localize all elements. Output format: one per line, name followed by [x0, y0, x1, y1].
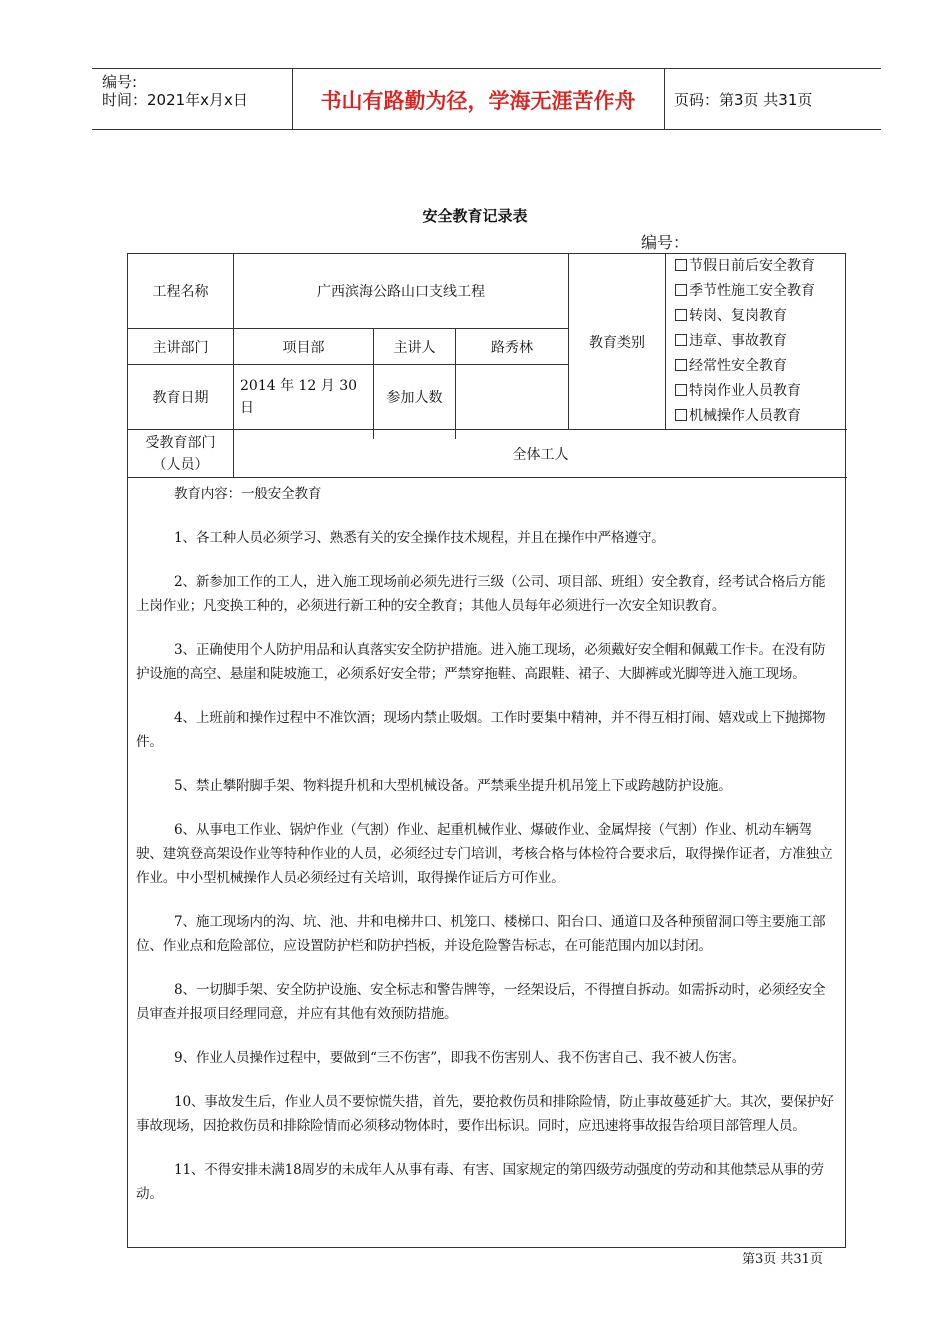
header-meta-cell: [92, 69, 293, 129]
checkbox-icon[interactable]: [675, 359, 687, 371]
project-name-label: 工程名称: [152, 284, 209, 300]
attendees-label: 参加人数: [386, 390, 443, 406]
education-record-table: [127, 253, 846, 1248]
date-value: 2014 年 12 月 30 日: [240, 378, 358, 416]
header-page-cell: [664, 69, 881, 129]
recipient-value: 全体工人: [512, 446, 569, 463]
page-footer: 第3页 共31页: [742, 1252, 823, 1267]
document-title: 安全教育记录表: [422, 207, 528, 225]
category-label: 特岗作业人员教育: [689, 383, 801, 399]
speaker-label: 主讲人: [393, 339, 436, 356]
content-item: 8、一切脚手架、安全防护设施、安全标志和警告牌等，一经架设后，不得擅自拆动。如需拆动时，必须经安全员审查并报项目经理同意，并应有其他有效预防措施。: [136, 982, 826, 1022]
category-item[interactable]: [675, 254, 815, 279]
date-label: 教育日期: [152, 390, 209, 406]
content-item: 6、从事电工作业、锅炉作业（气割）作业、起重机械作业、爆破作业、金属焊接（气割）作业、机动车辆驾驶、建筑登高架设作业等特种作业的人员，必须经过专门培训，考核合格与体检符合要求后，取得操作证者，方准独立作业。中小型机械操作人员必须经过有关培训，取得操作证后方可作业。: [136, 822, 833, 886]
checkbox-icon[interactable]: [675, 334, 687, 346]
category-item[interactable]: [675, 279, 815, 304]
content-item: 5、禁止攀附脚手架、物料提升机和大型机械设备。严禁乘坐提升机吊笼上下或跨越防护设施。: [174, 778, 732, 794]
education-content: [136, 482, 837, 1206]
project-name-value: 广西滨海公路山口支线工程: [317, 284, 485, 300]
header-time-label: 时间：2021年x月x日: [102, 91, 248, 109]
speaker-value: 路秀林: [491, 339, 533, 356]
category-label: 节假日前后安全教育: [689, 258, 815, 274]
recipient-label-line2: （人员）: [152, 456, 209, 473]
page-header: [92, 68, 881, 130]
header-motto: 书山有路勤为径，学海无涯苦作舟: [320, 89, 636, 113]
category-label: 经常性安全教育: [689, 358, 787, 374]
checkbox-icon[interactable]: [675, 384, 687, 396]
recipient-label: [128, 430, 233, 477]
checkbox-icon[interactable]: [675, 309, 687, 321]
header-serial-label: 编号:: [102, 73, 138, 91]
checkbox-icon[interactable]: [675, 409, 687, 421]
checkbox-icon[interactable]: [675, 259, 687, 271]
category-item[interactable]: [675, 379, 801, 404]
document-serial: 编号：: [641, 233, 690, 252]
content-item: 3、正确使用个人防护用品和认真落实安全防护措施。进入施工现场，必须戴好安全帽和佩戴工作卡。在没有防护设施的高空、悬崖和陡坡施工，必须系好安全带；严禁穿拖鞋、高跟鞋、裙子、大脚裤或光脚等进入施工现场。: [136, 642, 826, 682]
category-item[interactable]: [675, 354, 787, 379]
category-item[interactable]: [675, 304, 787, 329]
category-label: 转岗、复岗教育: [689, 308, 787, 324]
content-item: 11、不得安排未满18周岁的未成年人从事有毒、有害、国家规定的第四级劳动强度的劳动和其他禁忌从事的劳动。: [136, 1162, 824, 1202]
category-item[interactable]: [675, 404, 801, 429]
header-page-label: 页码：第3页 共31页: [674, 91, 813, 109]
content-item: 2、新参加工作的工人，进入施工现场前必须先进行三级（公司、项目部、班组）安全教育，经考试合格后方能上岗作业；凡变换工种的，必须进行新工种的安全教育；其他人员每年必须进行一次安全知识教育。: [136, 574, 826, 614]
dept-value: 项目部: [282, 339, 325, 356]
content-item: 4、上班前和操作过程中不准饮酒；现场内禁止吸烟。工作时要集中精神，并不得互相打闹、嬉戏或上下抛掷物件。: [136, 710, 826, 750]
category-item[interactable]: [675, 329, 787, 354]
category-label: 季节性施工安全教育: [689, 283, 815, 299]
content-item: 7、施工现场内的沟、坑、池、井和电梯井口、机笼口、楼梯口、阳台口、通道口及各种预留洞口等主要施工部位、作业点和危险部位，应设置防护栏和防护挡板，并设危险警告标志，在可能范围内加以封闭。: [136, 914, 826, 954]
header-motto-cell: [292, 69, 665, 129]
category-label: 违章、事故教育: [689, 333, 787, 349]
content-item: 10、事故发生后，作业人员不要惊慌失措，首先，要抢救伤员和排除险情，防止事故蔓延扩大。其次，要保护好事故现场，因抢救伤员和排除险情而必须移动物体时，要作出标识。同时，应迅速将事故报告给项目部管理人员。: [136, 1094, 834, 1134]
dept-label: 主讲部门: [152, 339, 209, 356]
category-label: 机械操作人员教育: [689, 408, 801, 424]
recipient-label-line1: 受教育部门: [145, 434, 216, 451]
content-item: 1、各工种人员必须学习、熟悉有关的安全操作技术规程，并且在操作中严格遵守。: [174, 530, 665, 546]
content-item: 9、作业人员操作过程中，要做到“三不伤害”，即我不伤害别人、我不伤害自己、我不被人伤害。: [174, 1050, 746, 1066]
education-type-label: 教育类别: [589, 334, 645, 351]
content-heading: 教育内容：一般安全教育: [174, 486, 322, 502]
attendees-value[interactable]: [456, 365, 568, 429]
checkbox-icon[interactable]: [675, 284, 687, 296]
